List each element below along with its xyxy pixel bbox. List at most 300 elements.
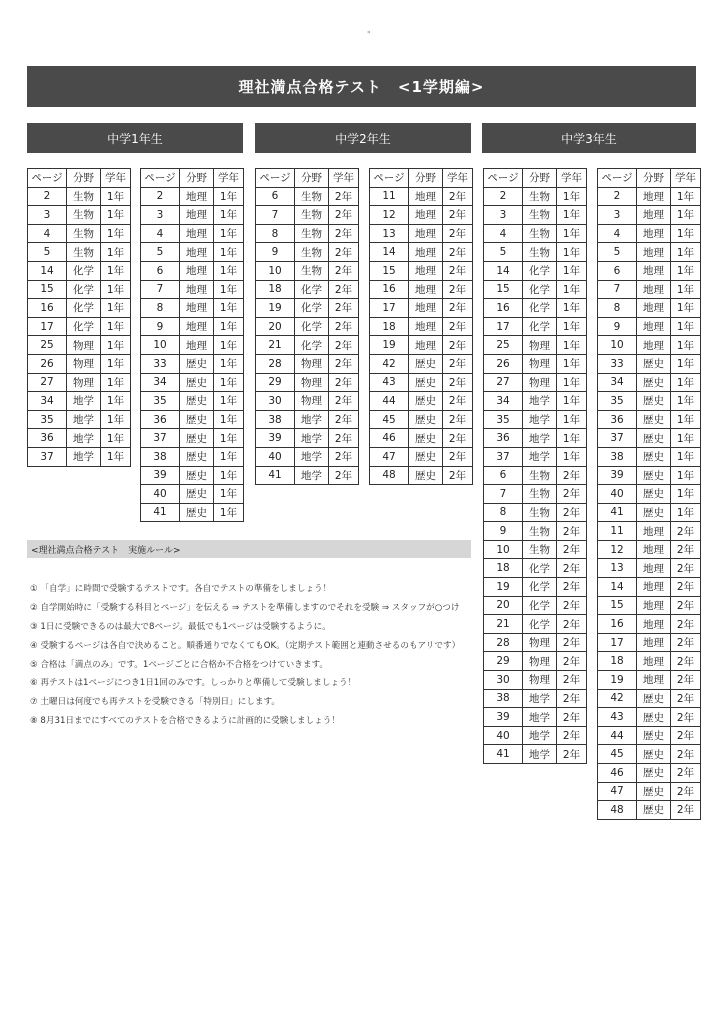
rule-item: ⑧ 8月31日までにすべてのテストを合格できるように計画的に受験しましょう！ bbox=[30, 716, 340, 727]
table-row bbox=[141, 299, 244, 318]
table-row bbox=[484, 299, 587, 318]
table-row bbox=[598, 522, 701, 541]
subject-cell: 歴史 bbox=[637, 447, 671, 466]
grade-cell: 2年 bbox=[443, 187, 473, 206]
page-number-cell: 13 bbox=[598, 559, 637, 578]
page-number-cell: 6 bbox=[598, 261, 637, 280]
page-number-cell: 36 bbox=[141, 410, 180, 429]
subject-cell: 地理 bbox=[637, 224, 671, 243]
rule-item: ④ 受験するページは各自で決めること。順番通りでなくてもOK。（定期テスト範囲と連動させるのもアリです） bbox=[30, 640, 461, 651]
page-number-cell: 35 bbox=[484, 410, 523, 429]
page-number-cell: 9 bbox=[484, 522, 523, 541]
table-row bbox=[141, 280, 244, 299]
table-row bbox=[484, 615, 587, 634]
column-header: 学年 bbox=[101, 169, 131, 188]
table-row bbox=[598, 708, 701, 727]
grade-cell: 2年 bbox=[557, 671, 587, 690]
page-number-cell: 6 bbox=[141, 261, 180, 280]
page-number-cell: 8 bbox=[256, 224, 295, 243]
table-row bbox=[141, 261, 244, 280]
grade-cell: 1年 bbox=[101, 299, 131, 318]
grade-cell: 1年 bbox=[101, 429, 131, 448]
table-row bbox=[598, 243, 701, 262]
page-number-cell: 29 bbox=[256, 373, 295, 392]
page-table-g3-science bbox=[483, 168, 587, 764]
table-row bbox=[141, 466, 244, 485]
subject-cell: 化学 bbox=[295, 317, 329, 336]
grade-cell: 1年 bbox=[101, 224, 131, 243]
grade-cell: 1年 bbox=[101, 392, 131, 411]
subject-cell: 歴史 bbox=[637, 708, 671, 727]
table-row bbox=[28, 317, 131, 336]
grade-cell: 2年 bbox=[557, 503, 587, 522]
grade-cell: 1年 bbox=[101, 280, 131, 299]
grade-cell: 2年 bbox=[329, 280, 359, 299]
table-row bbox=[484, 447, 587, 466]
page-number-cell: 33 bbox=[141, 354, 180, 373]
grade-cell: 1年 bbox=[557, 187, 587, 206]
page-number-cell: 17 bbox=[370, 299, 409, 318]
page-number-cell: 26 bbox=[484, 354, 523, 373]
table-row bbox=[598, 801, 701, 820]
column-header: ページ bbox=[256, 169, 295, 188]
subject-cell: 地理 bbox=[637, 336, 671, 355]
page-number-cell: 16 bbox=[28, 299, 67, 318]
grade-cell: 2年 bbox=[443, 299, 473, 318]
grade-cell: 2年 bbox=[443, 280, 473, 299]
page-number-cell: 37 bbox=[141, 429, 180, 448]
subject-cell: 地学 bbox=[523, 447, 557, 466]
page-number-cell: 39 bbox=[256, 429, 295, 448]
table-row bbox=[370, 261, 473, 280]
page-number-cell: 25 bbox=[28, 336, 67, 355]
grade-cell: 2年 bbox=[329, 224, 359, 243]
grade-cell: 1年 bbox=[101, 354, 131, 373]
subject-cell: 地学 bbox=[67, 410, 101, 429]
page-number-cell: 27 bbox=[484, 373, 523, 392]
table-row bbox=[28, 243, 131, 262]
table-row bbox=[484, 410, 587, 429]
grade-cell: 2年 bbox=[671, 671, 701, 690]
grade-cell: 2年 bbox=[557, 689, 587, 708]
page-number-cell: 8 bbox=[484, 503, 523, 522]
page-number-cell: 10 bbox=[141, 336, 180, 355]
grade-cell: 2年 bbox=[557, 726, 587, 745]
table-row bbox=[256, 373, 359, 392]
subject-cell: 地理 bbox=[180, 336, 214, 355]
page-number-cell: 12 bbox=[598, 540, 637, 559]
page-number-cell: 34 bbox=[484, 392, 523, 411]
table-row bbox=[598, 224, 701, 243]
rule-item: ⑤ 合格は「満点のみ」です。1ページごとに合格か不合格をつけていきます。 bbox=[30, 659, 328, 670]
grade-cell: 2年 bbox=[671, 615, 701, 634]
grade-cell: 2年 bbox=[671, 801, 701, 820]
grade-cell: 1年 bbox=[557, 336, 587, 355]
page-number-cell: 19 bbox=[598, 671, 637, 690]
page-number-cell: 10 bbox=[484, 540, 523, 559]
grade-cell: 2年 bbox=[329, 317, 359, 336]
page-number-cell: 47 bbox=[370, 447, 409, 466]
table-row bbox=[598, 206, 701, 225]
grade-cell: 2年 bbox=[443, 466, 473, 485]
subject-cell: 地学 bbox=[523, 726, 557, 745]
grade-cell: 1年 bbox=[101, 261, 131, 280]
column-header: ページ bbox=[598, 169, 637, 188]
subject-cell: 地理 bbox=[180, 317, 214, 336]
grade-cell: 1年 bbox=[214, 261, 244, 280]
column-header: 分野 bbox=[523, 169, 557, 188]
table-row bbox=[370, 410, 473, 429]
table-row bbox=[598, 745, 701, 764]
table-row bbox=[598, 373, 701, 392]
page-number-cell: 35 bbox=[141, 392, 180, 411]
grade-cell: 2年 bbox=[557, 559, 587, 578]
grade-cell: 1年 bbox=[214, 429, 244, 448]
grade-cell: 1年 bbox=[671, 280, 701, 299]
table-row bbox=[484, 503, 587, 522]
grade-cell: 1年 bbox=[671, 466, 701, 485]
subject-cell: 生物 bbox=[523, 540, 557, 559]
table-row bbox=[484, 596, 587, 615]
table-row bbox=[141, 373, 244, 392]
subject-cell: 歴史 bbox=[637, 354, 671, 373]
subject-cell: 物理 bbox=[295, 392, 329, 411]
grade-cell: 1年 bbox=[214, 466, 244, 485]
subject-cell: 地学 bbox=[523, 410, 557, 429]
subject-cell: 歴史 bbox=[637, 782, 671, 801]
table-row bbox=[598, 540, 701, 559]
grade-cell: 1年 bbox=[671, 503, 701, 522]
grade-cell: 1年 bbox=[101, 447, 131, 466]
subject-cell: 地理 bbox=[637, 280, 671, 299]
table-row bbox=[598, 392, 701, 411]
table-row bbox=[370, 206, 473, 225]
subject-cell: 化学 bbox=[67, 280, 101, 299]
subject-cell: 地理 bbox=[637, 187, 671, 206]
page-number-cell: 9 bbox=[141, 317, 180, 336]
table-row bbox=[484, 652, 587, 671]
page-number-cell: 35 bbox=[598, 392, 637, 411]
grade-cell: 2年 bbox=[557, 485, 587, 504]
table-row bbox=[598, 633, 701, 652]
grade-cell: 2年 bbox=[557, 578, 587, 597]
grade-cell: 2年 bbox=[443, 243, 473, 262]
page-number-cell: 5 bbox=[141, 243, 180, 262]
grade-cell: 2年 bbox=[671, 633, 701, 652]
subject-cell: 化学 bbox=[67, 317, 101, 336]
grade-cell: 1年 bbox=[214, 299, 244, 318]
scan-mark: " bbox=[367, 30, 371, 39]
subject-cell: 物理 bbox=[295, 373, 329, 392]
grade-cell: 1年 bbox=[214, 410, 244, 429]
grade-cell: 2年 bbox=[443, 410, 473, 429]
table-row bbox=[598, 559, 701, 578]
grade-cell: 2年 bbox=[329, 392, 359, 411]
page-number-cell: 37 bbox=[484, 447, 523, 466]
grade-cell: 2年 bbox=[329, 429, 359, 448]
grade-cell: 1年 bbox=[671, 206, 701, 225]
table-header-row bbox=[141, 169, 244, 188]
grade-cell: 2年 bbox=[671, 578, 701, 597]
page-number-cell: 18 bbox=[370, 317, 409, 336]
subject-cell: 地理 bbox=[637, 652, 671, 671]
column-header: 学年 bbox=[557, 169, 587, 188]
grade-cell: 1年 bbox=[557, 447, 587, 466]
table-row bbox=[370, 354, 473, 373]
grade-cell: 1年 bbox=[671, 354, 701, 373]
grade-cell: 1年 bbox=[101, 206, 131, 225]
subject-cell: 地学 bbox=[523, 708, 557, 727]
subject-cell: 地理 bbox=[180, 206, 214, 225]
subject-cell: 地学 bbox=[523, 429, 557, 448]
grade-cell: 2年 bbox=[671, 689, 701, 708]
subject-cell: 生物 bbox=[295, 224, 329, 243]
table-row bbox=[256, 466, 359, 485]
table-row bbox=[256, 280, 359, 299]
table-row bbox=[28, 280, 131, 299]
subject-cell: 地学 bbox=[295, 466, 329, 485]
grade-cell: 2年 bbox=[329, 187, 359, 206]
subject-cell: 地理 bbox=[409, 206, 443, 225]
page-number-cell: 8 bbox=[598, 299, 637, 318]
page-number-cell: 36 bbox=[598, 410, 637, 429]
table-row bbox=[598, 615, 701, 634]
grade-cell: 2年 bbox=[671, 652, 701, 671]
subject-cell: 生物 bbox=[523, 522, 557, 541]
subject-cell: 化学 bbox=[523, 280, 557, 299]
grade-cell: 2年 bbox=[671, 726, 701, 745]
table-row bbox=[28, 354, 131, 373]
table-row bbox=[598, 578, 701, 597]
subject-cell: 生物 bbox=[523, 466, 557, 485]
subject-cell: 歴史 bbox=[409, 429, 443, 448]
subject-cell: 地理 bbox=[637, 559, 671, 578]
table-row bbox=[141, 317, 244, 336]
table-row bbox=[598, 485, 701, 504]
subject-cell: 地学 bbox=[67, 429, 101, 448]
table-row bbox=[256, 243, 359, 262]
page-number-cell: 20 bbox=[256, 317, 295, 336]
grade-cell: 2年 bbox=[557, 745, 587, 764]
grade-header-3: 中学3年生 bbox=[482, 123, 696, 153]
grade-header-1: 中学1年生 bbox=[27, 123, 243, 153]
subject-cell: 地理 bbox=[409, 187, 443, 206]
subject-cell: 生物 bbox=[523, 224, 557, 243]
page-number-cell: 18 bbox=[484, 559, 523, 578]
page-number-cell: 4 bbox=[141, 224, 180, 243]
table-row bbox=[484, 354, 587, 373]
table-row bbox=[28, 187, 131, 206]
page-number-cell: 45 bbox=[598, 745, 637, 764]
page-number-cell: 3 bbox=[484, 206, 523, 225]
page-number-cell: 14 bbox=[598, 578, 637, 597]
subject-cell: 歴史 bbox=[409, 373, 443, 392]
grade-cell: 2年 bbox=[671, 745, 701, 764]
page-number-cell: 3 bbox=[141, 206, 180, 225]
grade-cell: 2年 bbox=[443, 354, 473, 373]
grade-cell: 1年 bbox=[101, 336, 131, 355]
subject-cell: 地理 bbox=[180, 261, 214, 280]
subject-cell: 地理 bbox=[409, 336, 443, 355]
grade-cell: 2年 bbox=[443, 392, 473, 411]
page-number-cell: 48 bbox=[598, 801, 637, 820]
grade-cell: 1年 bbox=[557, 392, 587, 411]
grade-cell: 2年 bbox=[329, 373, 359, 392]
grade-cell: 2年 bbox=[443, 261, 473, 280]
column-header: 分野 bbox=[67, 169, 101, 188]
table-row bbox=[370, 429, 473, 448]
table-row bbox=[256, 410, 359, 429]
subject-cell: 生物 bbox=[295, 261, 329, 280]
table-row bbox=[370, 447, 473, 466]
grade-cell: 2年 bbox=[329, 299, 359, 318]
subject-cell: 生物 bbox=[523, 187, 557, 206]
table-row bbox=[484, 559, 587, 578]
subject-cell: 物理 bbox=[523, 633, 557, 652]
table-row bbox=[28, 429, 131, 448]
grade-cell: 1年 bbox=[101, 317, 131, 336]
grade-cell: 1年 bbox=[671, 485, 701, 504]
subject-cell: 地理 bbox=[637, 671, 671, 690]
column-header: 学年 bbox=[214, 169, 244, 188]
page-number-cell: 37 bbox=[28, 447, 67, 466]
page-number-cell: 48 bbox=[370, 466, 409, 485]
subject-cell: 地学 bbox=[295, 447, 329, 466]
table-row bbox=[141, 503, 244, 522]
table-row bbox=[141, 336, 244, 355]
subject-cell: 化学 bbox=[67, 261, 101, 280]
subject-cell: 化学 bbox=[523, 596, 557, 615]
grade-cell: 2年 bbox=[671, 522, 701, 541]
table-row bbox=[598, 336, 701, 355]
page-number-cell: 15 bbox=[370, 261, 409, 280]
page-table-g3-social bbox=[597, 168, 701, 820]
page-number-cell: 41 bbox=[598, 503, 637, 522]
subject-cell: 物理 bbox=[523, 652, 557, 671]
grade-cell: 1年 bbox=[101, 410, 131, 429]
subject-cell: 歴史 bbox=[180, 466, 214, 485]
table-row bbox=[141, 243, 244, 262]
table-header-row bbox=[256, 169, 359, 188]
table-row bbox=[598, 261, 701, 280]
grade-cell: 1年 bbox=[557, 410, 587, 429]
grade-header-2: 中学2年生 bbox=[255, 123, 471, 153]
grade-cell: 2年 bbox=[557, 633, 587, 652]
subject-cell: 地理 bbox=[409, 280, 443, 299]
table-row bbox=[598, 652, 701, 671]
page-number-cell: 36 bbox=[484, 429, 523, 448]
subject-cell: 生物 bbox=[295, 206, 329, 225]
page-number-cell: 35 bbox=[28, 410, 67, 429]
grade-cell: 1年 bbox=[557, 224, 587, 243]
subject-cell: 地理 bbox=[637, 261, 671, 280]
page-number-cell: 5 bbox=[484, 243, 523, 262]
grade-cell: 2年 bbox=[557, 596, 587, 615]
table-row bbox=[141, 429, 244, 448]
subject-cell: 地理 bbox=[180, 243, 214, 262]
table-row bbox=[370, 317, 473, 336]
grade-cell: 2年 bbox=[557, 652, 587, 671]
rule-item: ① 「自学」に時間で受験するテストです。各自でテストの準備をしましょう！ bbox=[30, 584, 332, 594]
grade-cell: 2年 bbox=[443, 206, 473, 225]
subject-cell: 物理 bbox=[523, 373, 557, 392]
table-row bbox=[370, 280, 473, 299]
page-number-cell: 37 bbox=[598, 429, 637, 448]
page-number-cell: 9 bbox=[256, 243, 295, 262]
column-header: 分野 bbox=[180, 169, 214, 188]
page-number-cell: 28 bbox=[256, 354, 295, 373]
grade-cell: 1年 bbox=[671, 410, 701, 429]
subject-cell: 歴史 bbox=[409, 466, 443, 485]
subject-cell: 地理 bbox=[409, 261, 443, 280]
page-number-cell: 19 bbox=[256, 299, 295, 318]
grade-cell: 2年 bbox=[671, 559, 701, 578]
page-number-cell: 33 bbox=[598, 354, 637, 373]
table-row bbox=[370, 224, 473, 243]
grade-cell: 1年 bbox=[214, 280, 244, 299]
subject-cell: 生物 bbox=[523, 485, 557, 504]
page-number-cell: 38 bbox=[141, 447, 180, 466]
page-number-cell: 7 bbox=[256, 206, 295, 225]
column-header: 学年 bbox=[671, 169, 701, 188]
page-number-cell: 42 bbox=[370, 354, 409, 373]
grade-cell: 1年 bbox=[557, 299, 587, 318]
subject-cell: 歴史 bbox=[180, 354, 214, 373]
grade-cell: 1年 bbox=[214, 503, 244, 522]
table-row bbox=[484, 392, 587, 411]
page-number-cell: 10 bbox=[256, 261, 295, 280]
grade-cell: 2年 bbox=[329, 354, 359, 373]
subject-cell: 物理 bbox=[67, 354, 101, 373]
page-number-cell: 38 bbox=[598, 447, 637, 466]
page-number-cell: 19 bbox=[484, 578, 523, 597]
subject-cell: 歴史 bbox=[409, 447, 443, 466]
page-number-cell: 3 bbox=[28, 206, 67, 225]
table-row bbox=[256, 336, 359, 355]
grade-cell: 1年 bbox=[214, 224, 244, 243]
grade-cell: 2年 bbox=[671, 596, 701, 615]
grade-cell: 1年 bbox=[101, 373, 131, 392]
grade-cell: 2年 bbox=[671, 782, 701, 801]
page-number-cell: 14 bbox=[370, 243, 409, 262]
table-row bbox=[484, 745, 587, 764]
table-row bbox=[598, 689, 701, 708]
subject-cell: 歴史 bbox=[637, 689, 671, 708]
subject-cell: 地理 bbox=[409, 299, 443, 318]
table-row bbox=[598, 410, 701, 429]
rule-item: ⑦ 土曜日は何度でも再テストを受験できる「特別日」にします。 bbox=[30, 697, 281, 708]
grade-cell: 1年 bbox=[671, 224, 701, 243]
subject-cell: 歴史 bbox=[180, 447, 214, 466]
page-number-cell: 34 bbox=[141, 373, 180, 392]
table-row bbox=[484, 280, 587, 299]
page-number-cell: 16 bbox=[370, 280, 409, 299]
table-row bbox=[598, 466, 701, 485]
table-row bbox=[598, 429, 701, 448]
grade-cell: 2年 bbox=[329, 206, 359, 225]
table-row bbox=[598, 280, 701, 299]
subject-cell: 物理 bbox=[523, 671, 557, 690]
subject-cell: 地理 bbox=[180, 224, 214, 243]
grade-cell: 2年 bbox=[443, 224, 473, 243]
page-number-cell: 14 bbox=[28, 261, 67, 280]
table-row bbox=[141, 410, 244, 429]
column-header: ページ bbox=[141, 169, 180, 188]
subject-cell: 歴史 bbox=[180, 373, 214, 392]
grade-cell: 1年 bbox=[671, 447, 701, 466]
subject-cell: 地理 bbox=[409, 243, 443, 262]
page-number-cell: 40 bbox=[256, 447, 295, 466]
